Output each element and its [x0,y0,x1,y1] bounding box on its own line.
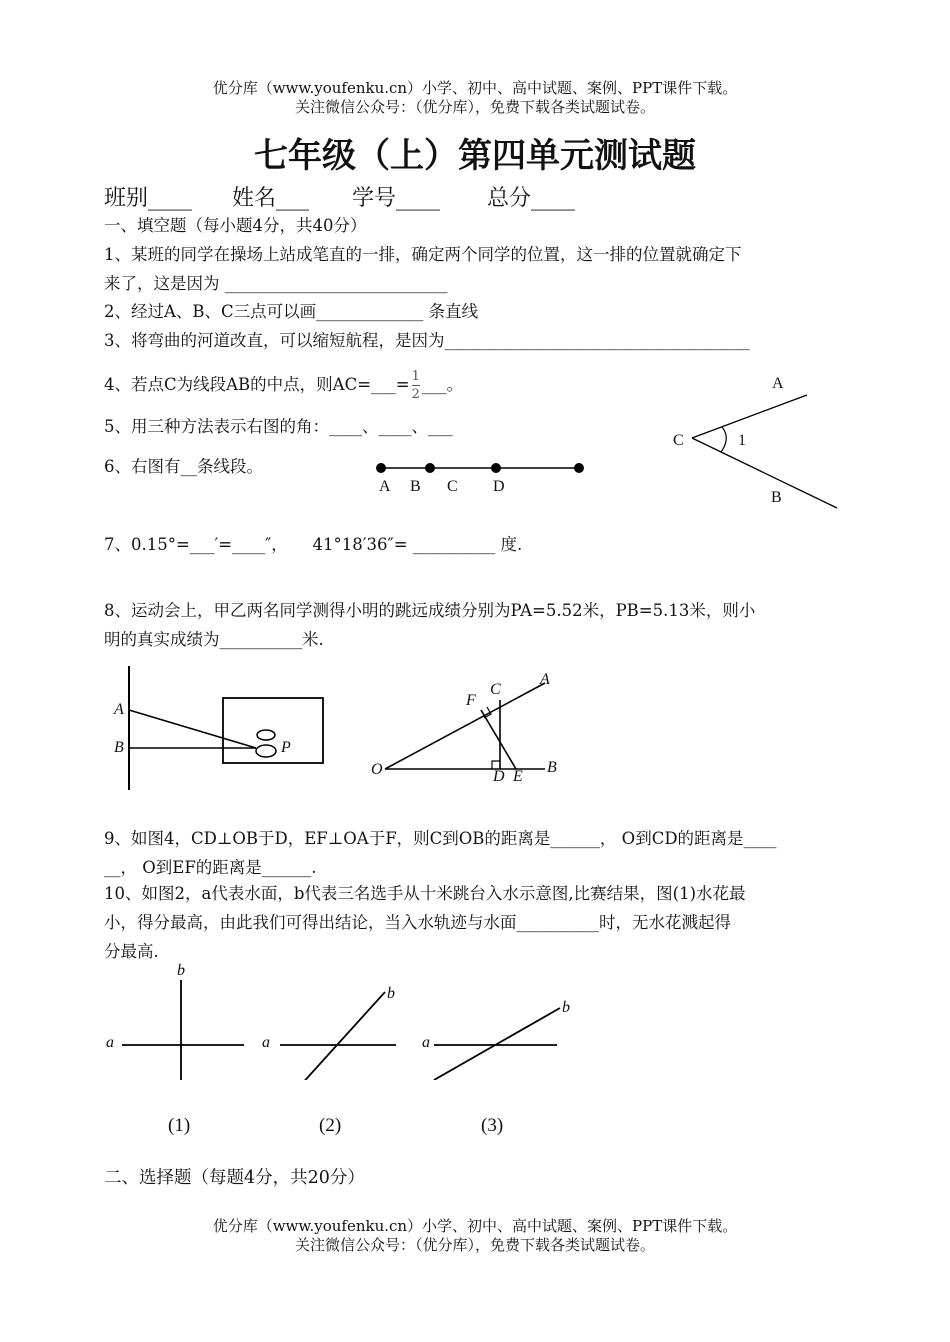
ray-oa [385,683,545,769]
question-10-line-1: 10、如图2，a代表水面，b代表三名选手从十米跳台入水示意图,比赛结果，图(1)水花最 [104,884,746,903]
header-line-2: 关注微信公众号：（优分库），免费下载各类试题试卷。 [294,98,655,116]
fraction-one-half [412,368,420,403]
header-line-1: 优分库（www.youfenku.cn）小学、初中、高中试题、案例、PPT课件下载。 [212,79,738,97]
segment-label-d: D [493,478,505,495]
jump-label-a: A [114,701,124,718]
water-entry-figures [104,965,574,1080]
question-10-line-3: 分最高. [104,942,159,961]
entry-path-3 [434,1008,560,1080]
fig2-label-a: a [262,1034,270,1051]
fraction-numerator: 1 [411,369,420,384]
name-field: 姓名___ [232,186,310,211]
total-score-field: 总分____ [487,186,576,211]
question-1-line-1: 1、某班的同学在操场上站成笔直的一排，确定两个同学的位置，这一排的位置就确定下 [104,245,742,264]
fig1-label-a: a [106,1034,114,1051]
segment-label-a: A [379,478,391,495]
segment-ef [481,710,516,769]
fig4-label-o: O [371,761,383,778]
question-6: 6、右图有__条线段。 [104,457,263,476]
fig4-label-d: D [493,768,505,785]
question-9-line-1: 9、如图4，CD⊥OB于D，EF⊥OA于F，则C到OB的距离是______， O到CD的距离是____ [104,829,777,848]
long-jump-figure [110,662,330,792]
fig2-label-b: b [387,985,395,1002]
jump-label-p: P [281,739,291,756]
caption-figure-2: (2) [319,1115,342,1136]
section-2-heading: 二、选择题（每题4分，共20分） [104,1168,365,1188]
footer-line-1: 优分库（www.youfenku.cn）小学、初中、高中试题、案例、PPT课件下载。 [212,1217,738,1235]
fig4-label-e: E [513,768,523,785]
fig4-label-b: B [547,759,557,776]
question-2: 2、经过A、B、C三点可以画_____________ 条直线 [104,302,479,321]
question-1-line-2: 来了，这是因为 ___________________________ [104,274,448,293]
sand-pit [223,698,323,763]
angle-arc [721,427,726,452]
fig3-label-a: a [422,1034,430,1051]
jump-label-b: B [114,739,124,756]
point-d [574,463,584,473]
fraction-denominator: 2 [411,387,420,402]
point-a [376,463,386,473]
entry-path-2 [280,992,385,1080]
question-8-line-2: 明的真实成绩为__________米. [104,630,324,649]
question-4-text: 4、若点C为线段AB的中点，则AC=___= [104,375,410,394]
question-5: 5、用三种方法表示右图的角：____、____、___ [104,417,453,436]
point-b [425,463,435,473]
section-1-heading: 一、填空题（每小题4分，共40分） [104,216,367,235]
angle-label-b: B [771,489,782,506]
angle-label-a: A [772,375,784,392]
footprint-2 [256,745,276,757]
fig3-label-b: b [562,999,570,1016]
fig4-label-c: C [490,681,501,698]
question-9-line-2: __， O到EF的距离是______. [104,858,317,877]
fig4-label-f: F [466,692,476,709]
caption-figure-3: (3) [481,1115,504,1136]
student-id-field: 学号____ [352,186,441,211]
caption-figure-1: (1) [168,1115,191,1136]
ray-ca [692,395,807,438]
angle-figure [680,380,850,515]
question-4 [104,368,463,403]
segment-label-c: C [447,478,458,495]
footer-line-2: 关注微信公众号：（优分库），免费下载各类试题试卷。 [294,1236,655,1254]
question-10-line-2: 小，得分最高，由此我们可得出结论，当入水轨迹与水面__________时，无水花溅起得 [104,913,731,932]
ray-cb [692,438,837,508]
question-4-tail: ___。 [421,375,464,394]
segment-figure [360,455,600,505]
footprint-1 [257,730,275,740]
angle-label-c: C [673,432,684,449]
question-8-line-1: 8、运动会上，甲乙两名同学测得小明的跳远成绩分别为PA=5.52米，PB=5.13米，则小 [104,601,756,620]
line-pa [129,710,256,748]
fig1-label-b: b [177,962,185,979]
page-title: 七年级（上）第四单元测试题 [254,136,696,176]
class-field: 班别____ [104,186,193,211]
angle-label-1: 1 [738,432,746,449]
segment-label-b: B [410,478,421,495]
question-7: 7、0.15°=___′=____″， 41°18′36″= __________ 度. [104,535,523,554]
question-3: 3、将弯曲的河道改直，可以缩短航程，是因为_____________________________________ [104,331,750,350]
fig4-label-a: A [540,671,550,688]
point-c [491,463,501,473]
